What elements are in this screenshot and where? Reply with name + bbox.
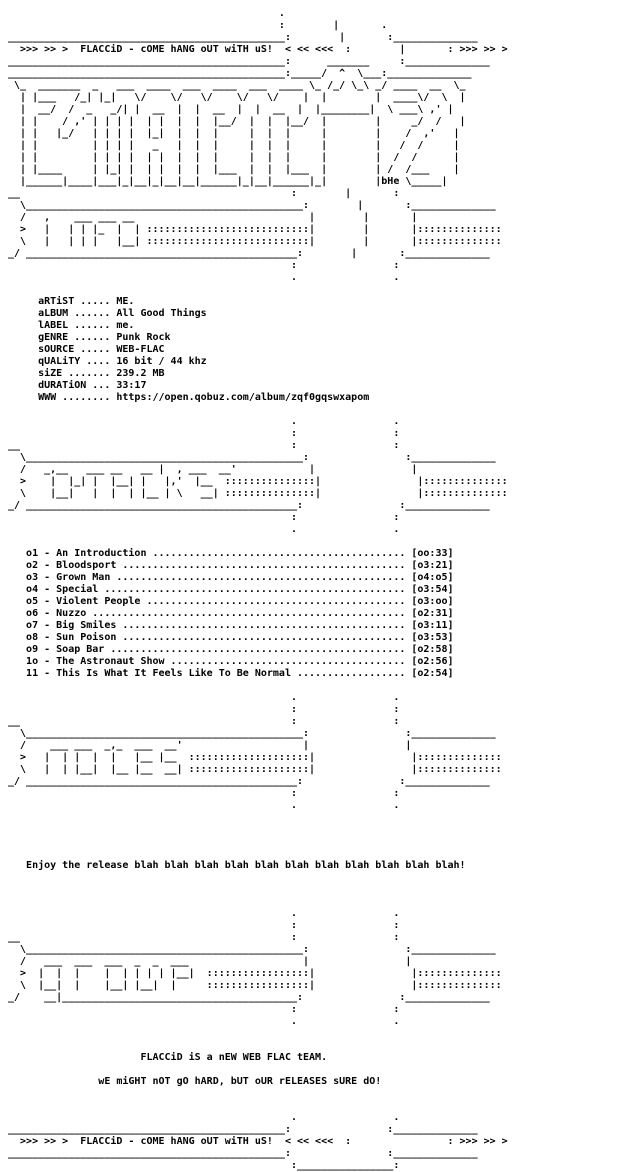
nfo-line bbox=[8, 404, 508, 416]
nfo-line: _/ _____________________________________________: :______________ bbox=[8, 500, 490, 511]
nfo-line: > | | | | | | | | |__| :::::::::::::::::| |:::::::::::::: bbox=[8, 968, 502, 979]
nfo-line: Enjoy the release blah blah blah blah blah blah blah blah blah blah blah! bbox=[8, 860, 466, 871]
nfo-line: >>> >> > FLACCiD - cOME hANG oUT wiTH uS! < << <<< : | : >>> >> > bbox=[8, 44, 508, 55]
nfo-line: | | / ,' | | | | | | | | |__/ | | |__/ | | _/ / | bbox=[8, 116, 466, 127]
nfo-line bbox=[8, 1100, 508, 1112]
nfo-line: / ___ ___ ___ _ _ ___ | | bbox=[8, 956, 412, 967]
nfo-line: / ___ ___ _,_ ___ __' | | bbox=[8, 740, 412, 751]
nfo-line: . . bbox=[8, 1016, 400, 1027]
nfo-line bbox=[8, 872, 508, 884]
nfo-line: dURATiON ... 33:17 bbox=[8, 380, 147, 391]
nfo-line: o6 - Nuzzo .................................................... [o2:31] bbox=[8, 608, 454, 619]
nfo-line: siZE ....... 239.2 MB bbox=[8, 368, 165, 379]
nfo-line: . . bbox=[8, 1112, 400, 1123]
nfo-line: o3 - Grown Man ................................................ [o4:o5] bbox=[8, 572, 454, 583]
nfo-line: __ : : bbox=[8, 716, 400, 727]
nfo-line: o1 - An Introduction .......................................... [oo:33] bbox=[8, 548, 454, 559]
nfo-line: ______________________________________________: :______________ bbox=[8, 1148, 478, 1159]
nfo-line: ______________________________________________: _______ :______________ bbox=[8, 56, 490, 67]
nfo-line bbox=[8, 824, 508, 836]
nfo-line: : : bbox=[8, 920, 400, 931]
nfo-line: | |___ /_| |_| \/ \/ \/ \/ \/ | | | ____\/ \ | bbox=[8, 92, 466, 103]
nfo-line: \ | | |__| |__ |__ __| ::::::::::::::::::::| |:::::::::::::: bbox=[8, 764, 502, 775]
nfo-line: . . bbox=[8, 692, 400, 703]
nfo-line: 1o - The Astronaut Show ....................................... [o2:56] bbox=[8, 656, 454, 667]
nfo-line: _/ _____________________________________________: | :______________ bbox=[8, 248, 490, 259]
nfo-line bbox=[8, 836, 508, 848]
nfo-line: sOURCE ..... WEB-FLAC bbox=[8, 344, 165, 355]
nfo-line bbox=[8, 536, 508, 548]
nfo-line: / _,__ ___ __ __ | , ___ __' | | bbox=[8, 464, 418, 475]
nfo-line bbox=[8, 848, 508, 860]
nfo-line: o5 - Violent People ........................................... [o3:oo] bbox=[8, 596, 454, 607]
nfo-line: o9 - Soap Bar ................................................. [o2:58] bbox=[8, 644, 454, 655]
nfo-line: o7 - Big Smiles ............................................... [o3:11] bbox=[8, 620, 454, 631]
nfo-line: WWW ........ https://open.qobuz.com/album/zqf0gqswxapom bbox=[8, 392, 370, 403]
nfo-line: > | | | |_ | | :::::::::::::::::::::::::::| | |:::::::::::::: bbox=[8, 224, 502, 235]
nfo-line bbox=[8, 1088, 508, 1100]
nfo-line: : : bbox=[8, 428, 400, 439]
nfo-line: \______________________________________________: :______________ bbox=[8, 944, 496, 955]
nfo-line: __ : : bbox=[8, 440, 400, 451]
nfo-line: FLACCiD iS a nEW WEB FLAC tEAM. bbox=[8, 1052, 328, 1063]
nfo-line: _/ _____________________________________________: :______________ bbox=[8, 776, 490, 787]
nfo-line: lABEL ...... me. bbox=[8, 320, 135, 331]
nfo-line: |______|____|___|_|__|_|__|__|______|_|__|______|_| |bHe \_____| bbox=[8, 176, 448, 187]
nfo-line: o4 - Special .................................................. [o3:54] bbox=[8, 584, 454, 595]
nfo-line: . . bbox=[8, 272, 400, 283]
nfo-line: \ |__| | | | |__ | \ __| :::::::::::::::| |:::::::::::::: bbox=[8, 488, 508, 499]
nfo-line: . . bbox=[8, 524, 400, 535]
nfo-line: . bbox=[8, 8, 285, 19]
nfo-line: 11 - This Is What It Feels Like To Be Normal .................. [o2:54] bbox=[8, 668, 454, 679]
nfo-line: : : bbox=[8, 704, 400, 715]
nfo-line: qUALiTY .... 16 bit / 44 khz bbox=[8, 356, 207, 367]
nfo-line: aLBUM ...... All Good Things bbox=[8, 308, 207, 319]
nfo-line bbox=[8, 884, 508, 896]
nfo-line: | | | | | | | | | | | | | | | | / / | bbox=[8, 152, 460, 163]
nfo-line: :________________: bbox=[8, 1160, 400, 1171]
nfo-line: . . bbox=[8, 800, 400, 811]
nfo-line: \ |__| | |__| |__| | :::::::::::::::::| |:::::::::::::: bbox=[8, 980, 502, 991]
nfo-line: | |____ | |_| | | | | | |___ | | |___ | | / /___ | bbox=[8, 164, 460, 175]
nfo-line: : | . bbox=[8, 20, 388, 31]
nfo-line: : : bbox=[8, 512, 400, 523]
nfo-line: \______________________________________________: | :______________ bbox=[8, 200, 496, 211]
nfo-line bbox=[8, 1064, 508, 1076]
nfo-line: > | | | | | |__ |__ ::::::::::::::::::::| |:::::::::::::: bbox=[8, 752, 502, 763]
nfo-line bbox=[8, 284, 508, 296]
nfo-text bbox=[8, 8, 508, 1172]
nfo-line: : : bbox=[8, 260, 400, 271]
nfo-line bbox=[8, 1040, 508, 1052]
nfo-line: ______________________________________________: | :______________ bbox=[8, 32, 478, 43]
nfo-line: / , ___ ___ __ | | | bbox=[8, 212, 418, 223]
nfo-line: . . bbox=[8, 416, 400, 427]
nfo-line: wE miGHT nOT gO hARD, bUT oUR rELEASES sURE dO! bbox=[8, 1076, 382, 1087]
nfo-line: | | | | | | _ | | | | | | | | / / | bbox=[8, 140, 460, 151]
nfo-line: aRTiST ..... ME. bbox=[8, 296, 135, 307]
nfo-line: ______________________________________________:_____/ ^ \___:______________ bbox=[8, 68, 472, 79]
nfo-line: . . bbox=[8, 908, 400, 919]
nfo-line: gENRE ...... Punk Rock bbox=[8, 332, 171, 343]
nfo-line: : : bbox=[8, 1004, 400, 1015]
nfo-line bbox=[8, 680, 508, 692]
nfo-line: ______________________________________________: :______________ bbox=[8, 1124, 478, 1135]
nfo-line bbox=[8, 812, 508, 824]
nfo-line: >>> >> > FLACCiD - cOME hANG oUT wiTH uS! < << <<< : : >>> >> > bbox=[8, 1136, 508, 1147]
nfo-line: __ : : bbox=[8, 932, 400, 943]
nfo-line: o8 - Sun Poison ............................................... [o3:53] bbox=[8, 632, 454, 643]
nfo-line: : : bbox=[8, 788, 400, 799]
nfo-line: \______________________________________________: :______________ bbox=[8, 728, 496, 739]
nfo-line: \______________________________________________: :______________ bbox=[8, 452, 496, 463]
nfo-line: > | |_| | |__| | |,' |__ :::::::::::::::| |:::::::::::::: bbox=[8, 476, 508, 487]
nfo-line: | __/ / _ _/| | __ | | __ | | __ | |________| \ ___\ ,' | bbox=[8, 104, 454, 115]
nfo-line: \_ _______ _ ___ ____ ___ ____ ___ ____ \_ /_/ \_\ _/ ____ __ \_ bbox=[8, 80, 466, 91]
nfo-line bbox=[8, 1028, 508, 1040]
nfo-line: \ | | | | |__| :::::::::::::::::::::::::::| | |:::::::::::::: bbox=[8, 236, 502, 247]
nfo-line bbox=[8, 896, 508, 908]
nfo-line: __ : | : bbox=[8, 188, 400, 199]
nfo-line: | | |_/ | | | | |_| | | | | | | | | / ,' | bbox=[8, 128, 460, 139]
nfo-line: o2 - Bloodsport ............................................... [o3:21] bbox=[8, 560, 454, 571]
nfo-line: _/ __|_______________________________________: :______________ bbox=[8, 992, 490, 1003]
